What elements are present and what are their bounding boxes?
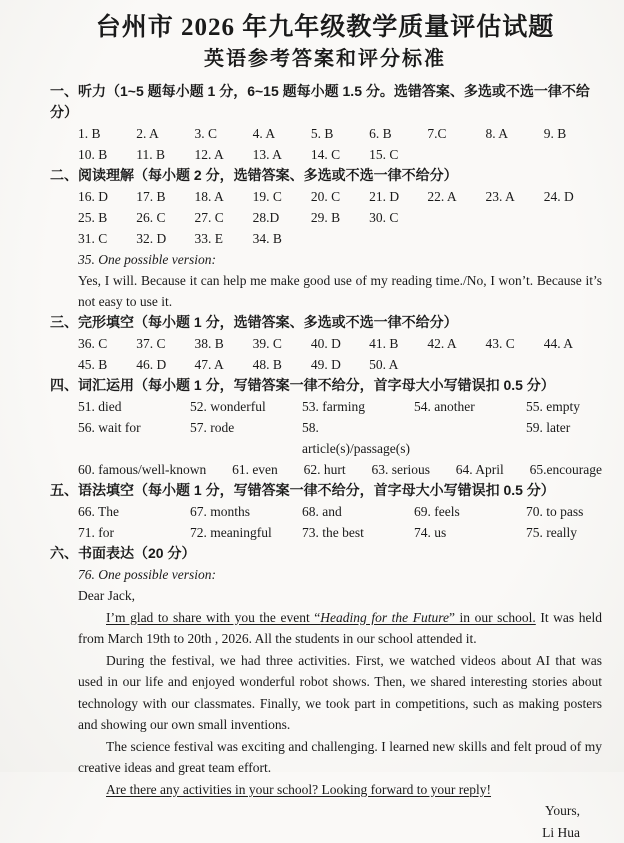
- answer-cell: 56. wait for: [78, 417, 190, 459]
- section-heading: 四、词汇运用（每小题 1 分，写错答案一律不给分，首字母大小写错误扣 0.5 分）: [50, 375, 600, 396]
- section-vocabulary: [50, 375, 600, 480]
- question-35-answer: Yes, I will. Because it can help me make good use of my reading time./No, I won’t. Because it’s not easy to use it.: [78, 270, 602, 312]
- answer-cell: 54. another: [414, 396, 526, 417]
- answer-cell: 29. B: [311, 207, 369, 228]
- answer-cell: 63. serious: [371, 459, 430, 480]
- answer-cell: 70. to pass: [526, 501, 602, 522]
- answer-cell: 69. feels: [414, 501, 526, 522]
- answer-row: [78, 501, 602, 522]
- answer-cell: 43. C: [486, 333, 544, 354]
- answer-row: [78, 459, 602, 480]
- answer-cell: 53. farming: [302, 396, 414, 417]
- answer-cell: 11. B: [136, 144, 194, 165]
- section-reading: [50, 165, 600, 312]
- underlined-closing-question: Are there any activities in your school? Looking forward to your reply!: [106, 782, 491, 797]
- answer-cell: 30. C: [369, 207, 427, 228]
- answer-cell: 27. C: [194, 207, 252, 228]
- letter-paragraph-3: The science festival was exciting and challenging. I learned new skills and felt proud of my creative ideas and great team effort.: [78, 736, 602, 779]
- answer-cell: 59. later: [526, 417, 602, 459]
- underlined-opening: I’m glad to share with you the event “Heading for the Future” in our school.: [106, 610, 536, 625]
- answer-cell: 26. C: [136, 207, 194, 228]
- answer-grid-listening: [78, 123, 602, 165]
- section-heading: 一、听力（1~5 题每小题 1 分，6~15 题每小题 1.5 分。选错答案、多选或不选一律不给分）: [50, 81, 600, 123]
- answer-grid-grammar: [78, 501, 602, 543]
- answer-cell: 10. B: [78, 144, 136, 165]
- answer-row: [78, 123, 602, 144]
- section-listening: [50, 81, 600, 165]
- answer-cell: 45. B: [78, 354, 136, 375]
- answer-cell: 15. C: [369, 144, 427, 165]
- section-heading: 五、语法填空（每小题 1 分，写错答案一律不给分，首字母大小写错误扣 0.5 分）: [50, 480, 600, 501]
- answer-cell: 24. D: [544, 186, 602, 207]
- letter-paragraph-1: [78, 607, 602, 650]
- answer-cell: 75. really: [526, 522, 602, 543]
- answer-cell: 40. D: [311, 333, 369, 354]
- answer-cell: 44. A: [544, 333, 602, 354]
- answer-grid-vocabulary: [78, 396, 602, 480]
- answer-cell: 73. the best: [302, 522, 414, 543]
- answer-grid-reading: [78, 186, 602, 249]
- answer-cell: 7.C: [427, 123, 485, 144]
- section-heading: 二、阅读理解（每小题 2 分，选错答案、多选或不选一律不给分）: [50, 165, 600, 186]
- answer-grid-cloze: [78, 333, 602, 375]
- answer-row: [78, 417, 602, 459]
- answer-cell: 51. died: [78, 396, 190, 417]
- answer-cell: 41. B: [369, 333, 427, 354]
- answer-cell: 64. April: [456, 459, 504, 480]
- answer-cell: 32. D: [136, 228, 194, 249]
- letter-paragraph-2: During the festival, we had three activities. First, we watched videos about AI that was used in our life and enjoyed wonderful robot shows. Then, we shared interesting stories about technology with our classmates. Finally, we took part in competitions, such as making posters and showing our own small inventions.: [78, 650, 602, 736]
- answer-cell: 3. C: [194, 123, 252, 144]
- answer-cell: 39. C: [253, 333, 311, 354]
- answer-cell: 33. E: [194, 228, 252, 249]
- letter-closing: Yours,: [78, 800, 602, 822]
- answer-cell: 61. even: [232, 459, 278, 480]
- answer-cell: 17. B: [136, 186, 194, 207]
- model-essay: [78, 585, 602, 843]
- document-title: 台州市 2026 年九年级教学质量评估试题: [50, 12, 600, 43]
- section-heading: 三、完形填空（每小题 1 分，选错答案、多选或不选一律不给分）: [50, 312, 600, 333]
- answer-cell: 6. B: [369, 123, 427, 144]
- answer-cell: 31. C: [78, 228, 136, 249]
- answer-cell: 22. A: [427, 186, 485, 207]
- answer-cell: 38. B: [194, 333, 252, 354]
- answer-row: [78, 186, 602, 207]
- answer-cell: 19. C: [253, 186, 311, 207]
- answer-cell: 47. A: [194, 354, 252, 375]
- answer-cell: 48. B: [253, 354, 311, 375]
- answer-cell: 52. wonderful: [190, 396, 302, 417]
- answer-row: [78, 207, 602, 228]
- answer-cell: 28.D: [253, 207, 311, 228]
- event-title-italic: Heading for the Future: [320, 610, 449, 625]
- document-subtitle: 英语参考答案和评分标准: [50, 46, 600, 72]
- answer-cell: 68. and: [302, 501, 414, 522]
- answer-row: [78, 228, 602, 249]
- answer-cell: 58. article(s)/passage(s): [302, 417, 414, 459]
- letter-signature: Li Hua: [78, 822, 602, 843]
- answer-cell: [414, 417, 526, 459]
- answer-cell: 60. famous/well-known: [78, 459, 206, 480]
- answer-row: [78, 144, 602, 165]
- section-heading: 六、书面表达（20 分）: [50, 543, 600, 564]
- answer-cell: 74. us: [414, 522, 526, 543]
- answer-cell: 67. months: [190, 501, 302, 522]
- answer-cell: 55. empty: [526, 396, 602, 417]
- answer-cell: 8. A: [486, 123, 544, 144]
- answer-row: [78, 396, 602, 417]
- answer-cell: 71. for: [78, 522, 190, 543]
- answer-cell: 72. meaningful: [190, 522, 302, 543]
- question-76-label: 76. One possible version:: [78, 564, 600, 585]
- answer-cell: 14. C: [311, 144, 369, 165]
- answer-cell: 36. C: [78, 333, 136, 354]
- answer-cell: 18. A: [194, 186, 252, 207]
- section-writing: [50, 543, 600, 843]
- answer-cell: 20. C: [311, 186, 369, 207]
- answer-cell: 13. A: [253, 144, 311, 165]
- answer-cell: 34. B: [253, 228, 311, 249]
- answer-row: [78, 354, 602, 375]
- answer-cell: 25. B: [78, 207, 136, 228]
- answer-cell: 2. A: [136, 123, 194, 144]
- answer-cell: 66. The: [78, 501, 190, 522]
- answer-cell: 50. A: [369, 354, 427, 375]
- answer-cell: 21. D: [369, 186, 427, 207]
- answer-cell: 9. B: [544, 123, 602, 144]
- answer-row: [78, 522, 602, 543]
- question-35-label: 35. One possible version:: [78, 249, 600, 270]
- answer-cell: 4. A: [253, 123, 311, 144]
- answer-cell: 23. A: [486, 186, 544, 207]
- answer-cell: 57. rode: [190, 417, 302, 459]
- answer-cell: 16. D: [78, 186, 136, 207]
- answer-cell: 46. D: [136, 354, 194, 375]
- answer-cell: 5. B: [311, 123, 369, 144]
- answer-row: [78, 333, 602, 354]
- section-grammar: [50, 480, 600, 543]
- answer-cell: 12. A: [194, 144, 252, 165]
- answer-cell: 62. hurt: [304, 459, 346, 480]
- answer-cell: 37. C: [136, 333, 194, 354]
- section-cloze: [50, 312, 600, 375]
- answer-cell: 65.encourage: [530, 459, 602, 480]
- answer-cell: 49. D: [311, 354, 369, 375]
- answer-cell: 1. B: [78, 123, 136, 144]
- letter-salutation: Dear Jack,: [78, 585, 602, 607]
- answer-cell: 42. A: [427, 333, 485, 354]
- paragraph-1-rest: It was held from March 19th to 20th , 2026. All the students in our school attended it.: [78, 610, 602, 647]
- letter-paragraph-4: [78, 779, 602, 801]
